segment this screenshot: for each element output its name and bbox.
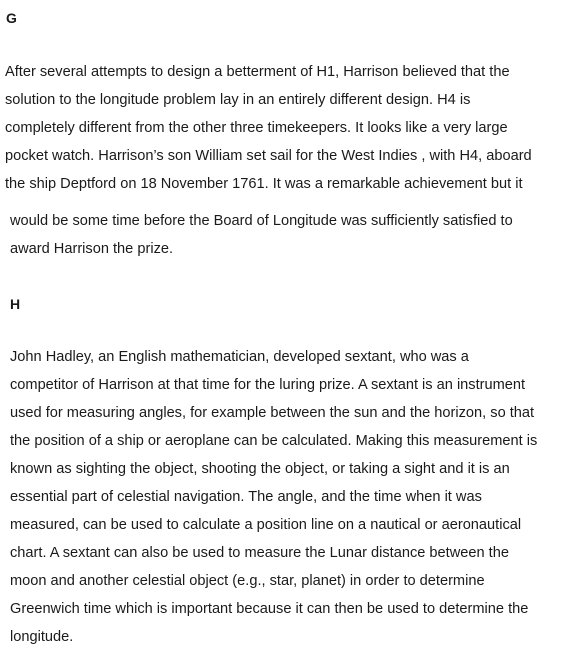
paragraph-line: competitor of Harrison at that time for the luring prize. A sextant is an instrument: [10, 377, 526, 393]
paragraph-line: known as sighting the object, shooting the object, or taking a sight and it is an: [10, 461, 510, 477]
paragraph-line: completely different from the other three timekeepers. It looks like a very large: [5, 120, 508, 136]
paragraph-line: chart. A sextant can also be used to measure the Lunar distance between the: [10, 545, 509, 561]
paragraph-line: solution to the longitude problem lay in an entirely different design. H4 is: [5, 92, 471, 108]
paragraph-line: would be some time before the Board of Longitude was sufficiently satisfied to: [10, 213, 513, 229]
paragraph-g-part-1: [5, 58, 532, 198]
paragraph-line: John Hadley, an English mathematician, developed sextant, who was a: [10, 349, 469, 365]
paragraph-line: After several attempts to design a betterment of H1, Harrison believed that the: [5, 64, 510, 80]
paragraph-line: used for measuring angles, for example between the sun and the horizon, so that: [10, 405, 535, 421]
paragraph-line: longitude.: [10, 629, 74, 645]
paragraph-line: pocket watch. Harrison’s son William set sail for the West Indies , with H4, aboard: [5, 148, 532, 164]
paragraph-line: essential part of celestial navigation. The angle, and the time when it was: [10, 489, 482, 505]
paragraph-g-part-2: [10, 207, 513, 263]
paragraph-line: award Harrison the prize.: [10, 241, 174, 257]
section-heading-h: H: [10, 296, 21, 312]
paragraph-h: [10, 343, 537, 651]
paragraph-line: moon and another celestial object (e.g., star, planet) in order to determine: [10, 573, 485, 589]
section-heading-g: G: [6, 10, 17, 26]
paragraph-line: the ship Deptford on 18 November 1761. It was a remarkable achievement but it: [5, 176, 523, 192]
paragraph-line: measured, can be used to calculate a position line on a nautical or aeronautical: [10, 517, 522, 533]
paragraph-line: the position of a ship or aeroplane can be calculated. Making this measurement is: [10, 433, 538, 449]
paragraph-line: Greenwich time which is important because it can then be used to determine the: [10, 601, 529, 617]
